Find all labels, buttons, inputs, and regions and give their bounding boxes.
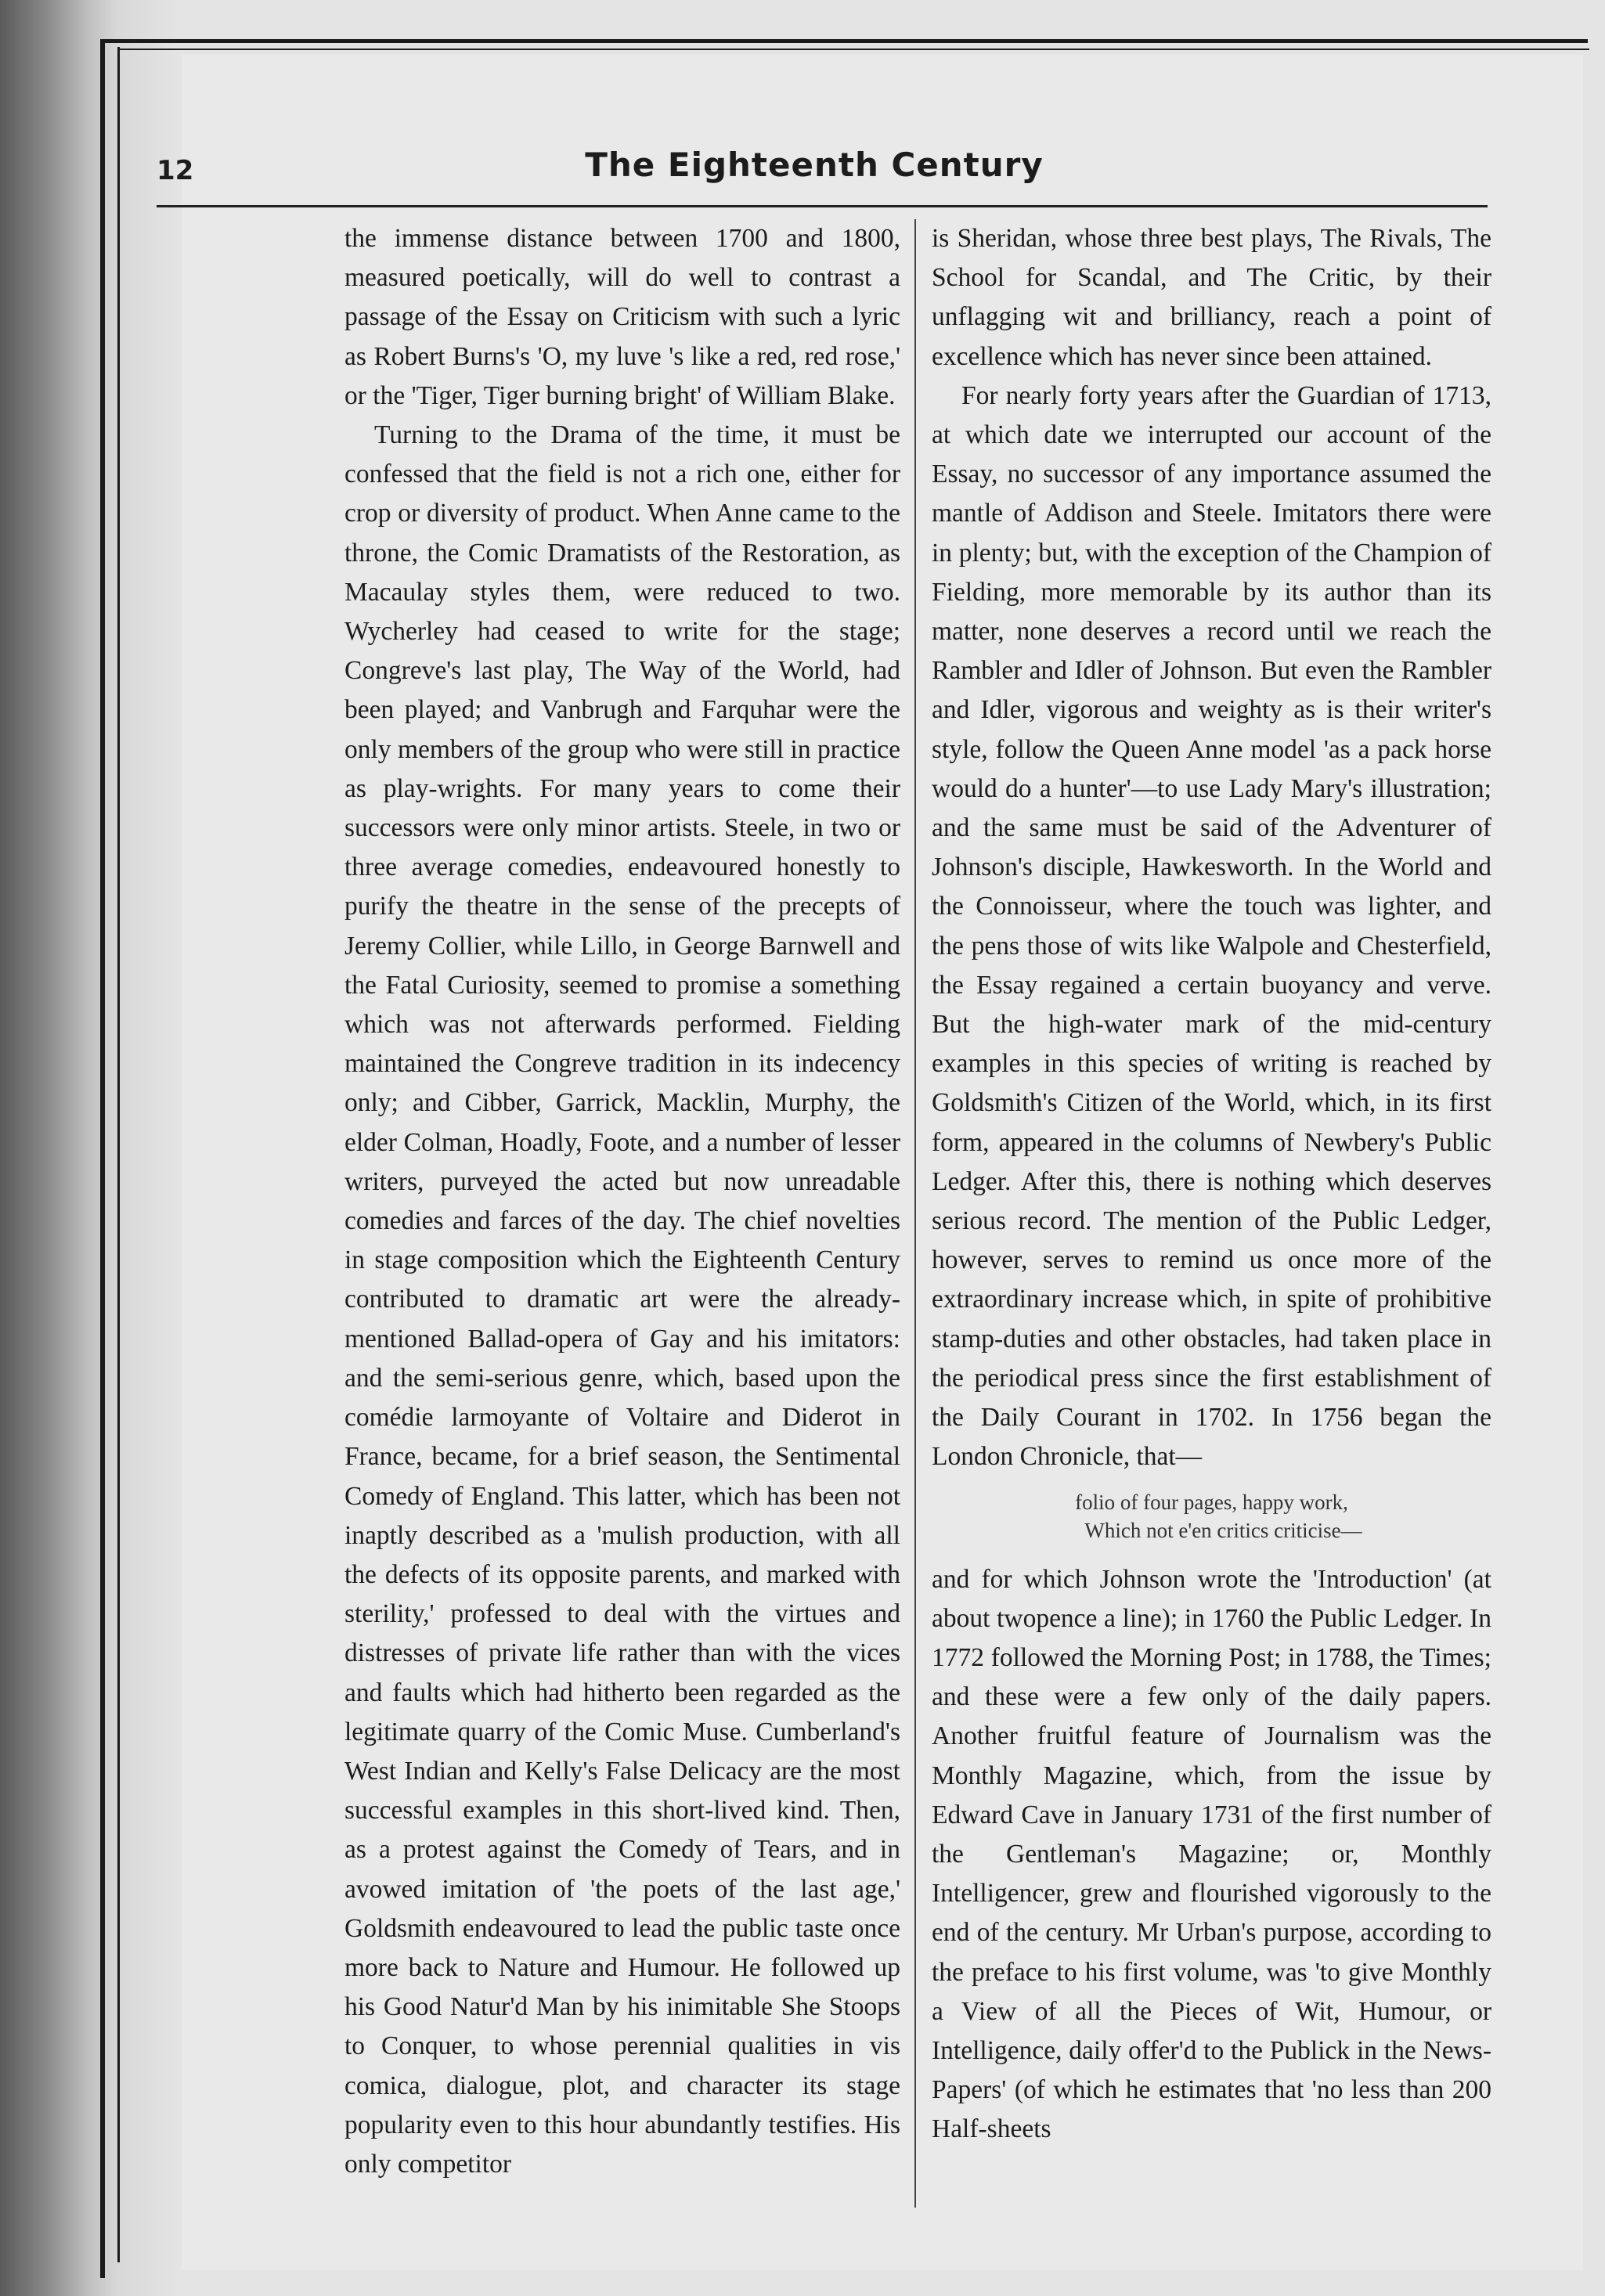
header-rule — [157, 205, 1488, 207]
scan-margin — [0, 0, 180, 2296]
paragraph: is Sheridan, whose three best plays, The Rivals, The School for Scandal, and The Critic, by their unflagging wit and brilliancy, reach a point of excellence which has never since been attained. — [932, 224, 1491, 371]
frame-line-left-outer — [100, 39, 105, 2278]
frame-line-top-inner — [117, 49, 1589, 50]
right-column — [932, 219, 1491, 2150]
frame-line-left-inner — [117, 47, 120, 2262]
paragraph: and for which Johnson wrote the 'Introduction' (at about twopence a line); in 1760 the Public Ledger. In 1772 followed the Morning Post; in 1788, the Times; and these were a few only of the daily papers. Another fruitful feature of Journalism was the Monthly Magazine, which, from the issue by Edward Cave in January 1731 of the first number of the Gentleman's Magazine; or, Monthly Intelligencer, grew and flourished vigorously to the end of the century. Mr Urban's purpose, according to the preface to his first volume, was 'to give Monthly a View of all the Pieces of Wit, Humour, or Intelligence, daily offer'd to the Publick in the News-Papers' (of which he estimates that 'no less than 200 Half-sheets — [932, 1564, 1491, 2144]
paragraph: Turning to the Drama of the time, it must be confessed that the field is not a rich one, either for crop or diversity of product. When Anne came to the throne, the Comic Dramatists of the Restoration, as Macaulay styles them, were reduced to two. Wycherley had ceased to write for the stage; Congreve's last play, The Way of the World, had been played; and Vanbrugh and Farquhar were the only members of the group who were still in practice as play-wrights. For many years to come their successors were only minor artists. Steele, in two or three average comedies, endeavoured honestly to purify the theatre in the sense of the precepts of Jeremy Collier, while Lillo, in George Barnwell and the Fatal Curiosity, seemed to promise a something which was not afterwards performed. Fielding maintained the Congreve tradition in its indecency only; and Cibber, Garrick, Macklin, Murphy, the elder Colman, Hoadly, Foote, and a number of lesser writers, purveyed the acted but now unreadable comedies and farces of the day. The chief novelties in stage composition which the Eighteenth Century contributed to dramatic art were the already-mentioned Ballad-opera of Gay and his imitators: and the semi-serious genre, which, based upon the comédie larmoyante of Voltaire and Diderot in France, became, for a brief season, the Sentimental Comedy of England. This latter, which has been not inaptly described as a 'mulish production, with all the defects of its opposite parents, and marked with sterility,' professed to deal with the virtues and distresses of private life rather than with the vices and faults which had hitherto been regarded as the legitimate quarry of the Comic Muse. Cumberland's West Indian and Kelly's False Delicacy are the most successful examples in this short-lived kind. Then, as a protest against the Comedy of Tears, and in avowed imitation of 'the poets of the last age,' Goldsmith endeavoured to lead the public taste once more back to Nature and Humour. He followed up his Good Natur'd Man by his inimitable She Stoops to Conquer, to whose perennial qualities in vis comica, dialogue, plot, and character its stage popularity even to this hour abundantly testifies. His only competitor — [344, 420, 900, 2179]
column-rule — [914, 219, 916, 2208]
verse-quotation — [932, 1488, 1491, 1544]
paragraph: For nearly forty years after the Guardian of 1713, at which date we interrupted our account of the Essay, no successor of any importance assumed the mantle of Addison and Steele. Imitators there were in plenty; but, with the exception of the Champion of Fielding, more memorable by its author than its matter, none deserves a record until we reach the Rambler and Idler of Johnson. But even the Rambler and Idler, vigorous and weighty as is their writer's style, follow the Queen Anne model 'as a pack horse would do a hunter'—to use Lady Mary's illustration; and the same must be said of the Adventurer of Johnson's disciple, Hawkesworth. In the World and the Connoisseur, where the touch was lighter, and the pens those of wits like Walpole and Chesterfield, the Essay regained a certain buoyancy and verve. But the high-water mark of the mid-century examples in this species of writing is reached by Goldsmith's Citizen of the World, which, in its first form, appeared in the columns of Newbery's Public Ledger. After this, there is nothing which deserves serious record. The mention of the Public Ledger, however, serves to remind us once more of the extraordinary increase which, in spite of prohibitive stamp-duties and other obstacles, had taken place in the periodical press since the first establishment of the Daily Courant in 1702. In 1756 began the London Chronicle, that— — [932, 380, 1491, 1472]
running-head — [157, 141, 1472, 196]
verse-line: folio of four pages, happy work, — [1075, 1490, 1348, 1514]
paragraph: the immense distance between 1700 and 1800, measured poetically, will do well to contrast a passage of the Essay on Criticism with such a lyric as Robert Burns's 'O, my luve 's like a red, red rose,' or the 'Tiger, Tiger burning bright' of William Blake. — [344, 224, 900, 410]
page-number: 12 — [157, 155, 194, 186]
running-title: The Eighteenth Century — [585, 146, 1044, 184]
left-column — [344, 219, 900, 2184]
verse-line: Which not e'en critics criticise— — [1084, 1518, 1362, 1542]
frame-line-top — [100, 39, 1588, 43]
